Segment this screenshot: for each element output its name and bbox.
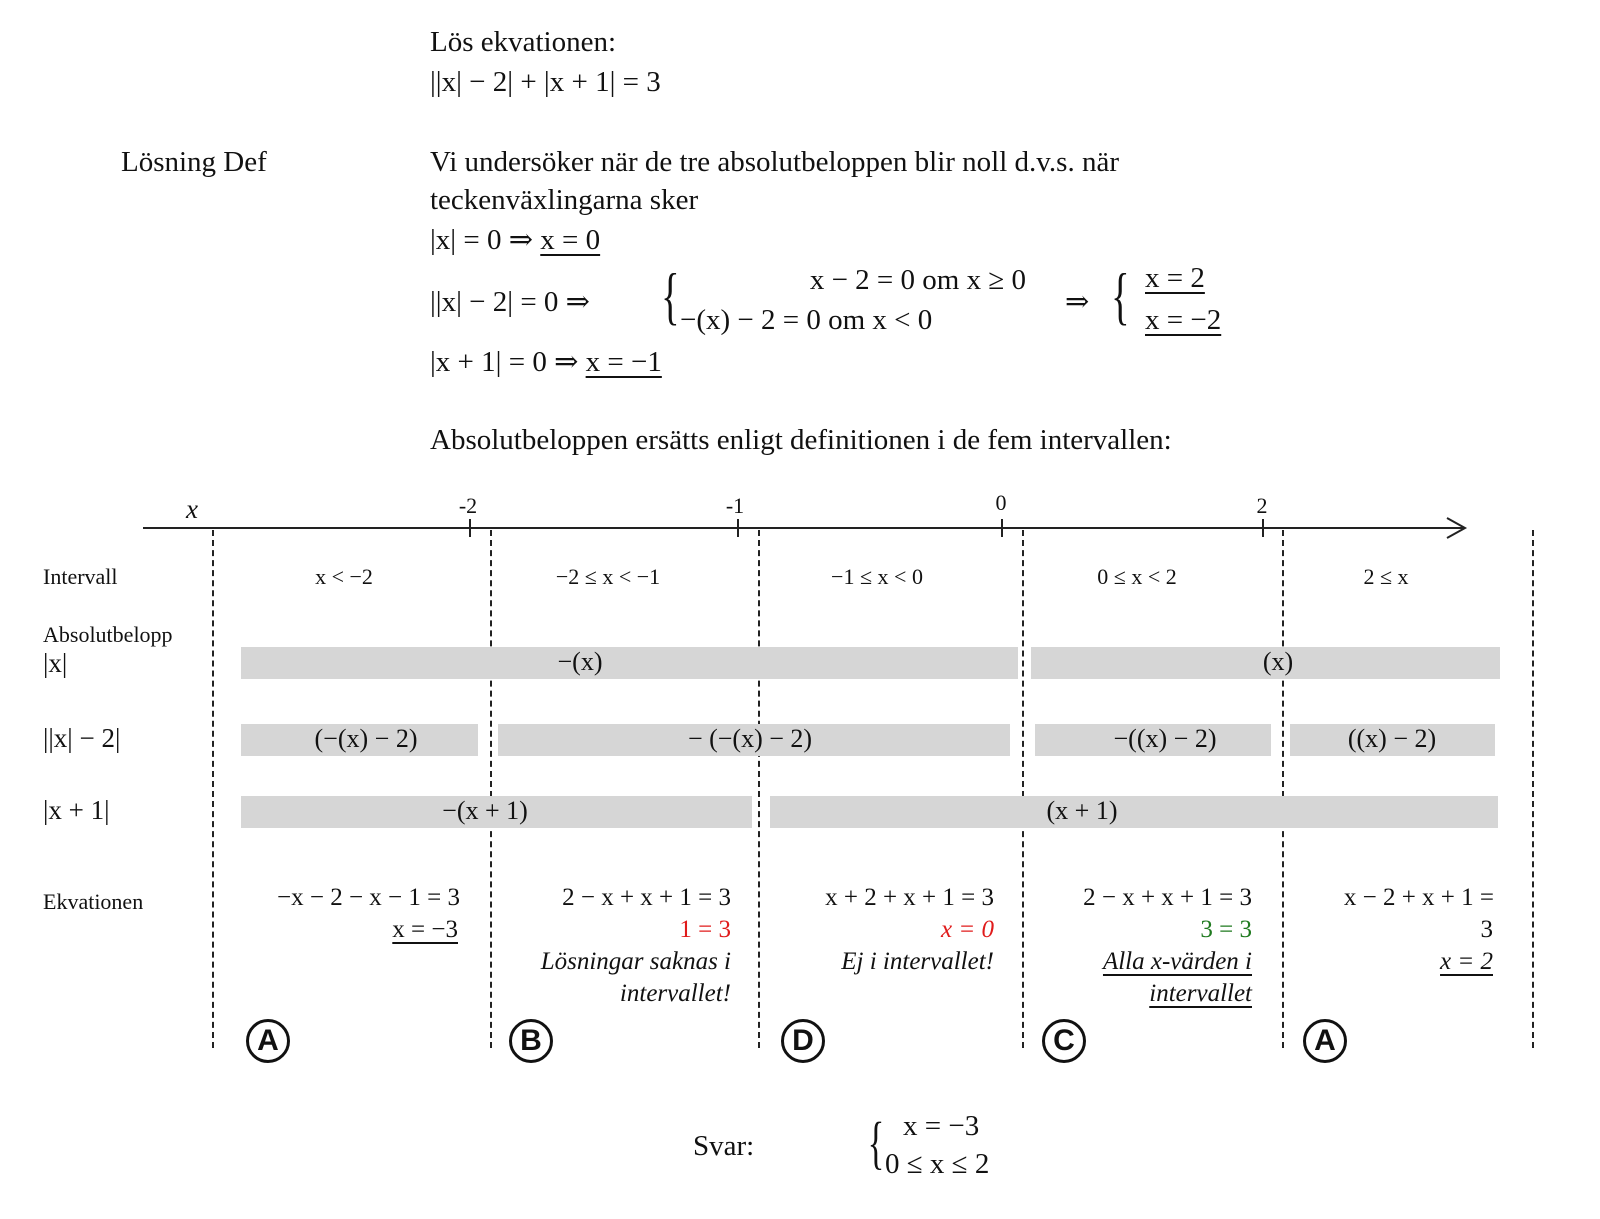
answer-line2: 0 ≤ x ≤ 2: [885, 1148, 990, 1180]
intro-line1: Vi undersöker när de tre absolutbeloppen blir noll d.v.s. när: [430, 146, 1119, 178]
tick-label: -2: [458, 493, 478, 518]
answer-line1: x = −3: [903, 1110, 980, 1142]
bar-label: (x + 1): [1046, 796, 1118, 825]
tick-mark: [469, 519, 471, 537]
tick-label: -1: [725, 493, 745, 518]
equation-line: 2 − x + x + 1 = 3: [1083, 884, 1252, 911]
bar-label: (−(x) − 2): [314, 724, 418, 753]
marker-circle: D: [781, 1019, 825, 1063]
row-label-abs-x-plus-1: |x + 1|: [43, 795, 110, 825]
row-label-abs-abs-x-minus-2: ||x| − 2|: [43, 723, 121, 753]
marker-circle: A: [1303, 1019, 1347, 1063]
equation-note: Lösningar saknas i: [540, 948, 731, 975]
equation-line: x + 2 + x + 1 = 3: [825, 884, 994, 911]
row-label-absolutbelopp: Absolutbelopp: [43, 622, 173, 647]
equation-note: intervallet!: [619, 980, 731, 1007]
equation-note: intervallet: [1149, 980, 1252, 1007]
row-label-abs-x: |x|: [43, 648, 68, 678]
interval-divider: [1282, 530, 1284, 1048]
bar-abs-x-plus-1-positive: [770, 796, 1498, 828]
equation-result: x = 2: [1440, 948, 1493, 975]
answer-label: Svar:: [693, 1130, 755, 1162]
interval-label: −2 ≤ x < −1: [555, 564, 661, 589]
intro-line2: teckenväxlingarna sker: [430, 184, 699, 216]
interval-label: −1 ≤ x < 0: [831, 564, 923, 589]
equation-result: x = −3: [392, 916, 458, 943]
interval-label: x < −2: [315, 564, 373, 589]
step2-brace: {: [661, 260, 680, 331]
row-label-ekvationen: Ekvationen: [43, 889, 144, 914]
equation-result: 1 = 3: [679, 916, 731, 943]
equation-result: 3 = 3: [1200, 916, 1252, 943]
step2-result1: x = 2: [1145, 262, 1205, 294]
row-label-intervall: Intervall: [43, 564, 118, 589]
tick-label: 0: [995, 490, 1007, 515]
step1-result: x = 0: [540, 224, 601, 256]
bar-label: − (−(x) − 2): [687, 724, 813, 753]
interval-label: 2 ≤ x: [1363, 564, 1409, 589]
interval-label: 0 ≤ x < 2: [1097, 564, 1177, 589]
equation-line: x − 2 + x + 1 =: [1343, 884, 1494, 911]
step1-lhs: |x| = 0 ⇒: [430, 224, 541, 256]
tick-mark: [1262, 519, 1264, 537]
interval-divider: [1022, 530, 1024, 1048]
problem-equation: ||x| − 2| + |x + 1| = 3: [430, 66, 661, 98]
equation-line: 2 − x + x + 1 = 3: [562, 884, 731, 911]
bar-label: −(x): [557, 647, 603, 676]
bar-label: (x): [1262, 647, 1294, 676]
answer-brace: {: [867, 1110, 885, 1175]
tick-label: 2: [1256, 493, 1268, 518]
step2-case2: −(x) − 2 = 0 om x < 0: [680, 304, 933, 336]
intervals-intro: Absolutbeloppen ersätts enligt definitionen i de fem intervallen:: [430, 424, 1172, 456]
equation-note: Ej i intervallet!: [841, 948, 994, 975]
step3-result: x = −1: [585, 346, 662, 378]
bar-label: −((x) − 2): [1113, 724, 1217, 753]
equation-result: x = 0: [941, 916, 994, 943]
bar-label: −(x + 1): [442, 796, 528, 825]
tick-mark: [1001, 519, 1003, 537]
interval-divider: [212, 530, 214, 1048]
tick-mark: [737, 519, 739, 537]
interval-divider: [490, 530, 492, 1048]
marker-circle: A: [246, 1019, 290, 1063]
marker-circle: B: [509, 1019, 553, 1063]
step2-arrow: ⇒: [1065, 286, 1090, 318]
bar-abs-x-negative: [241, 647, 1018, 679]
step2-case1: x − 2 = 0 om x ≥ 0: [809, 264, 1026, 296]
solution-label: Lösning Def: [121, 146, 267, 178]
step2-result2: x = −2: [1145, 304, 1222, 336]
number-line: [0, 0, 1600, 560]
interval-divider: [758, 530, 760, 1048]
step2-lhs: ||x| − 2| = 0 ⇒: [430, 286, 590, 318]
equation-note: Alla x-värden i: [1102, 948, 1252, 975]
marker-circle: C: [1042, 1019, 1086, 1063]
problem-heading: Lös ekvationen:: [430, 26, 617, 58]
bar-label: ((x) − 2): [1347, 724, 1437, 753]
equation-line: −x − 2 − x − 1 = 3: [277, 884, 460, 911]
axis-variable: x: [186, 494, 198, 524]
equation-line: 3: [1480, 916, 1493, 943]
interval-divider: [1532, 530, 1534, 1048]
step2-result-brace: {: [1111, 260, 1130, 331]
step3-lhs: |x + 1| = 0 ⇒: [430, 346, 586, 378]
